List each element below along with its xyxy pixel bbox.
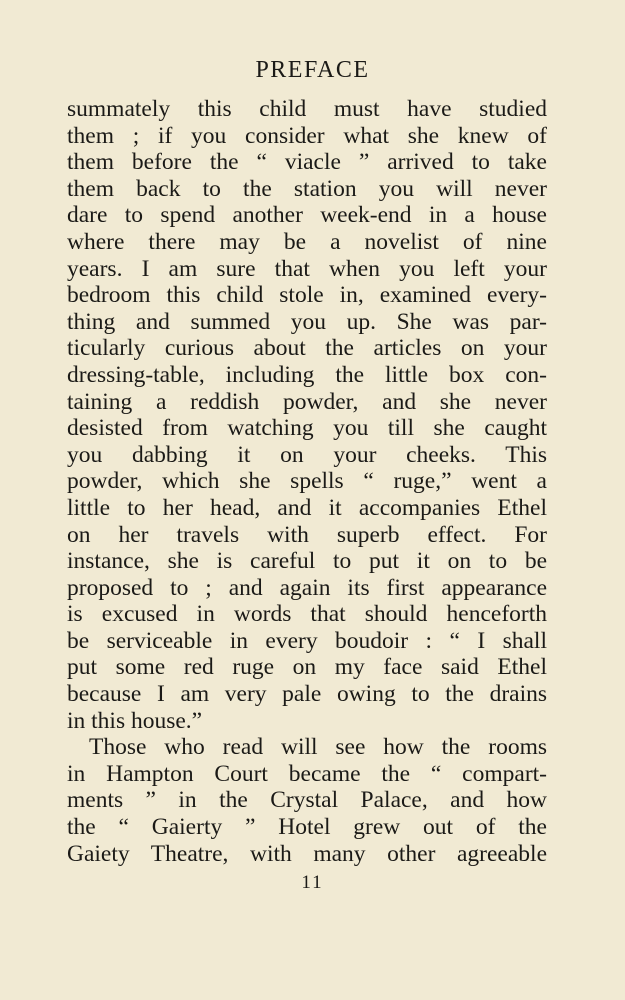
text-line: be serviceable in every boudoir : “ I shall [67, 627, 547, 654]
paragraph-end-line: in this house.” [67, 707, 203, 734]
text-line: them ; if you consider what she knew of [67, 122, 547, 149]
running-head: PREFACE [255, 57, 370, 83]
text-line: desisted from watching you till she caught [67, 415, 547, 442]
text-line: powder, which she spells “ ruge,” went a [67, 468, 547, 495]
text-line: years. I am sure that when you left your [67, 255, 547, 282]
text-line: ments ” in the Crystal Palace, and how [67, 787, 547, 814]
body-text [67, 96, 547, 867]
text-line: dressing-table, including the little box con- [67, 361, 547, 388]
text-line: instance, she is careful to put it on to be [67, 548, 547, 575]
text-line: ticularly curious about the articles on your [67, 335, 547, 362]
text-line: the “ Gaierty ” Hotel grew out of the [67, 814, 547, 841]
text-line: summately this child must have studied [67, 96, 547, 122]
paragraph-start-line: Those who read will see how the rooms [89, 734, 547, 761]
text-line: dare to spend another week-end in a house [67, 202, 547, 229]
text-line: thing and summed you up. She was par- [67, 308, 547, 335]
text-line: taining a reddish powder, and she never [67, 388, 547, 415]
text-line: them back to the station you will never [67, 175, 547, 202]
text-line: you dabbing it on your cheeks. This [67, 441, 547, 468]
text-line: little to her head, and it accompanies Ethel [67, 494, 547, 521]
text-line: put some red ruge on my face said Ethel [67, 654, 547, 681]
text-line: bedroom this child stole in, examined every- [67, 282, 547, 309]
text-line: proposed to ; and again its first appearance [67, 574, 547, 601]
text-line: is excused in words that should henceforth [67, 601, 547, 628]
text-line: in Hampton Court became the “ compart- [67, 760, 547, 787]
text-line: Gaiety Theatre, with many other agreeable [67, 840, 547, 867]
text-line: where there may be a novelist of nine [67, 228, 547, 255]
page-number: 11 [301, 872, 324, 893]
text-line: them before the “ viacle ” arrived to take [67, 149, 547, 176]
text-line: on her travels with superb effect. For [67, 521, 547, 548]
text-line: because I am very pale owing to the drains [67, 681, 547, 708]
